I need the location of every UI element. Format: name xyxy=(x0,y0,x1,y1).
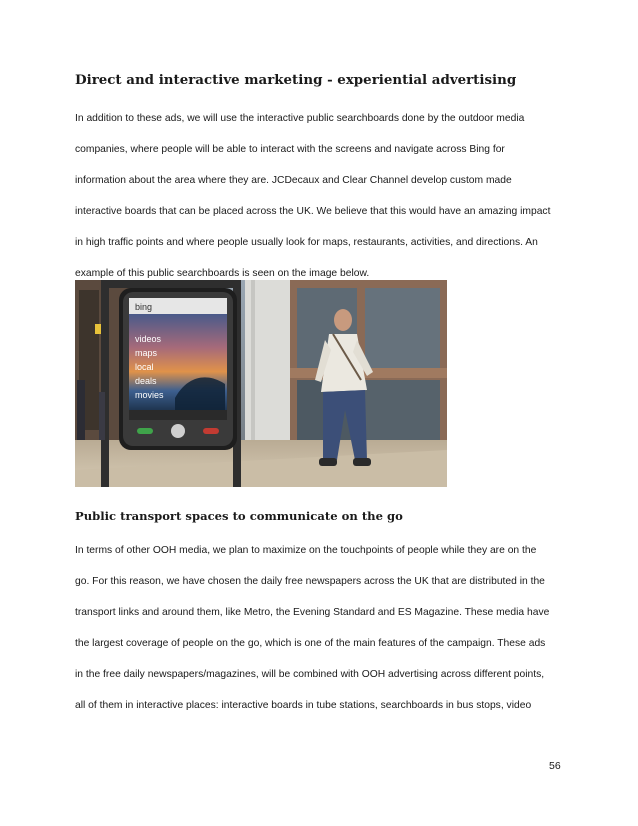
menu-item: deals xyxy=(135,376,157,386)
text-line: in high traffic points and where people usually look for maps, restaurants, activities, and directions. An xyxy=(75,237,538,249)
menu-item: maps xyxy=(135,348,158,358)
text-line: information about the area where they are. JCDecaux and Clear Channel develop custom made xyxy=(75,175,512,187)
text-line: example of this public searchboards is seen on the image below. xyxy=(75,268,370,280)
text-line: all of them in interactive places: interactive boards in tube stations, searchboards in bus stops, video xyxy=(75,700,532,712)
section-heading-public-transport: Public transport spaces to communicate on the go xyxy=(75,509,403,523)
bing-logo: bing xyxy=(135,302,153,312)
section-heading-experiential: Direct and interactive marketing - experiential advertising xyxy=(75,72,517,88)
menu-item: local xyxy=(135,362,154,372)
paragraph-experiential xyxy=(75,112,570,299)
paragraph-public-transport xyxy=(75,544,570,731)
searchboard-photo xyxy=(75,280,447,487)
text-line: companies, where people will be able to interact with the screens and navigate across Bing for xyxy=(75,144,505,156)
page-number: 56 xyxy=(549,760,561,772)
text-line: transport links and around them, like Metro, the Evening Standard and ES Magazine. These media have xyxy=(75,607,550,619)
text-line: the largest coverage of people on the go, which is one of the main features of the campaign. These ads xyxy=(75,638,546,650)
text-line: in the free daily newspapers/magazines, will be combined with OOH advertising across different points, xyxy=(75,669,545,681)
text-line: In terms of other OOH media, we plan to maximize on the touchpoints of people while they are on the xyxy=(75,545,537,556)
text-line: In addition to these ads, we will use the interactive public searchboards done by the outdoor media xyxy=(75,113,525,124)
text-line: go. For this reason, we have chosen the daily free newspapers across the UK that are distributed in the xyxy=(75,576,545,588)
menu-item: movies xyxy=(135,390,164,400)
text-line: interactive boards that can be placed across the UK. We believe that this would have an amazing impact xyxy=(75,206,551,218)
menu-item: videos xyxy=(135,334,162,344)
